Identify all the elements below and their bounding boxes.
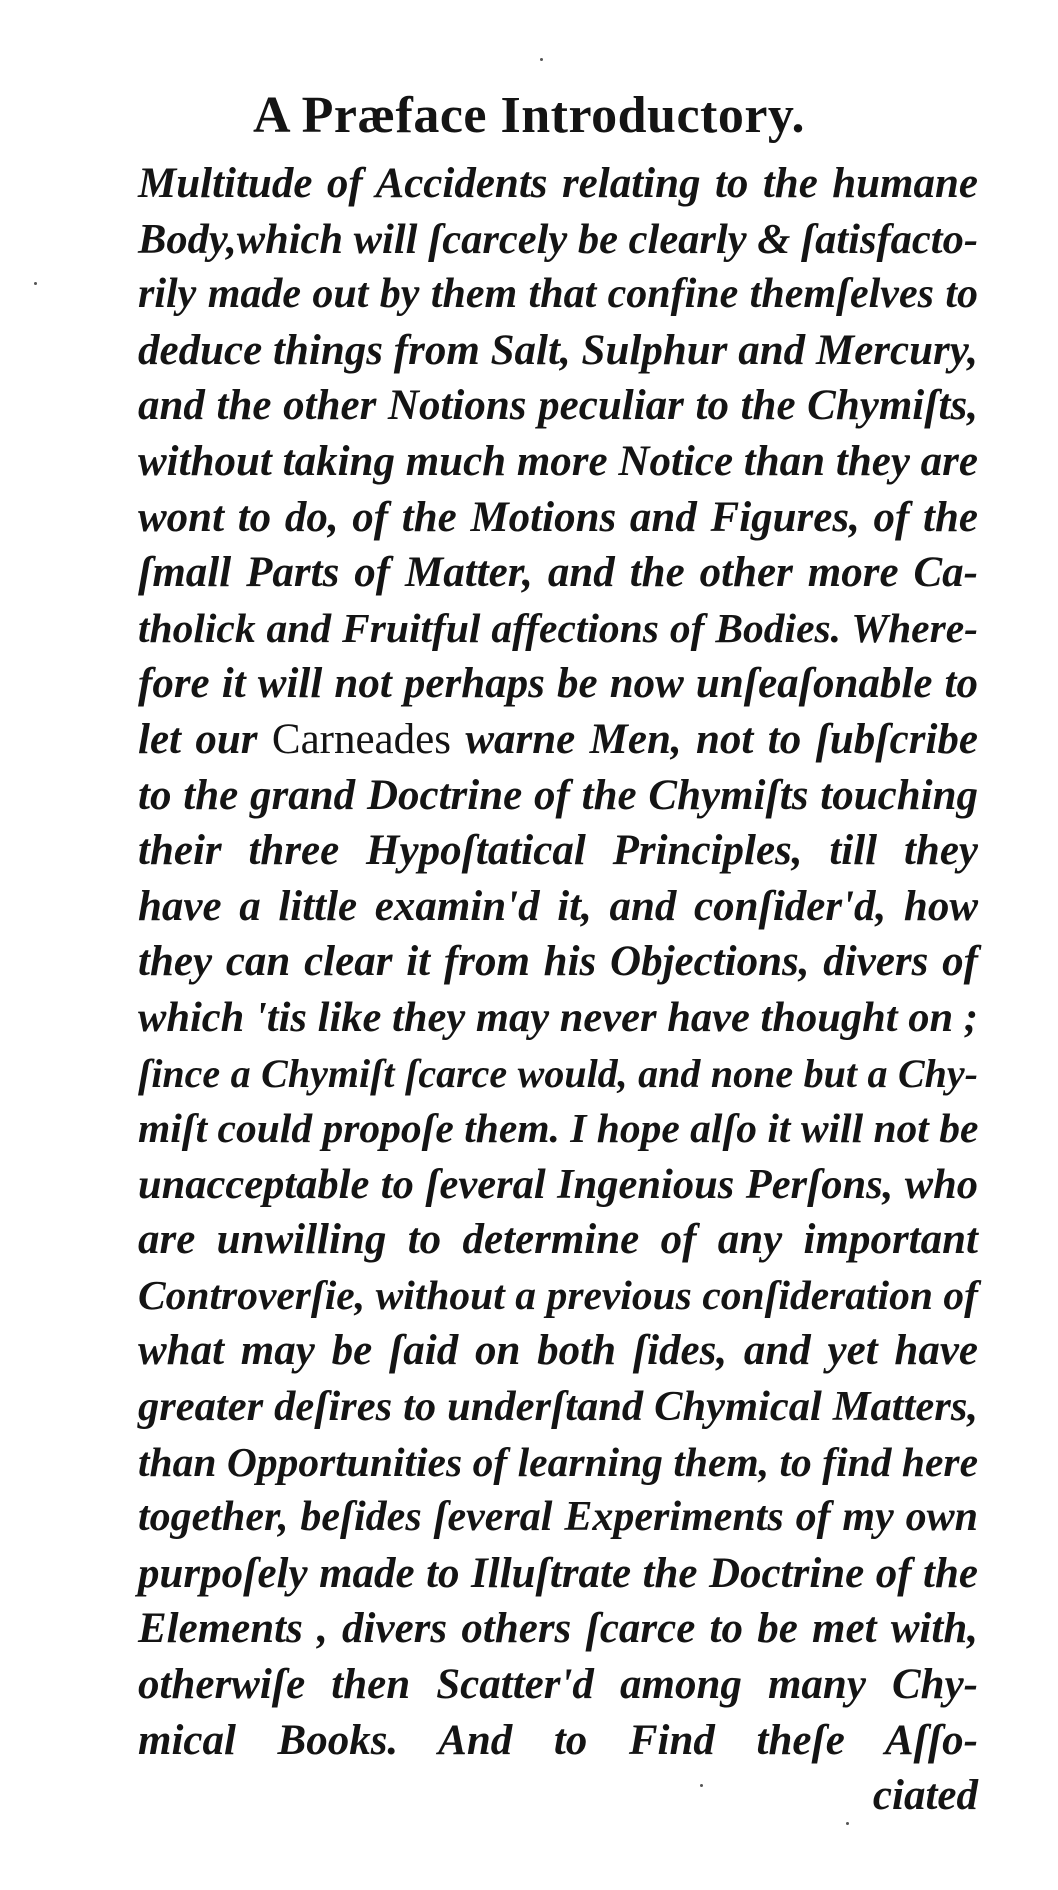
text-line [138,823,978,879]
text-segment: what may be ſaid on both ſides, and yet have [138,1327,978,1375]
text-line [138,934,978,990]
text-segment: purpoſely made to Illuſtrate the Doctrine of the [138,1549,978,1597]
text-segment: and the other Notions peculiar to the Chymiſts, [138,382,978,430]
text-segment: together, beſides ſeveral Experiments of my own [138,1494,978,1541]
text-line [138,267,978,323]
paper-speck [34,282,37,285]
body-text [138,156,978,1824]
text-line [138,1268,978,1324]
text-segment: mical Books. And to Find theſe Aſſo- [138,1716,978,1764]
text-segment: Multitude of Accidents relating to the humane [138,160,978,207]
text-segment: let our [138,715,272,763]
text-segment: miſt could propoſe them. I hope alſo it will not be [138,1105,979,1152]
text-line [138,1101,978,1157]
text-line [138,545,978,601]
text-segment: greater deſires to underſtand Chymical Matters, [138,1383,978,1431]
text-line [138,601,978,657]
text-line [138,212,978,268]
text-line [138,1212,978,1268]
paper-speck [846,1822,849,1825]
text-segment: Elements , divers others ſcarce to be met with, [138,1605,978,1653]
text-line [138,1046,978,1102]
text-line [138,1435,978,1491]
text-segment: tholick and Fruitful affections of Bodies. Where- [138,604,978,651]
paper-speck [700,1784,703,1787]
text-segment: have a little examin'd it, and conſider'd, how [138,882,978,930]
text-line [138,1490,978,1546]
text-segment: Controverſie, without a previous conſideration of [138,1271,978,1318]
text-line [138,1379,978,1435]
text-segment: without taking much more Notice than they are [138,437,978,485]
text-line [138,1768,978,1824]
text-segment: Body,which will ſcarcely be clearly & ſatisfacto- [138,215,978,263]
text-segment: deduce things from Salt, Sulphur and Mercury, [138,326,978,374]
text-segment: wont to do, of the Motions and Figures, of the [138,493,978,541]
text-segment: ſince a Chymiſt ſcarce would, and none but a Chy- [138,1050,978,1096]
text-segment: are unwilling to determine of any important [138,1216,978,1264]
text-line [138,490,978,546]
text-line [138,1601,978,1657]
text-segment: otherwiſe then Scatter'd among many Chy- [138,1661,978,1709]
text-segment: to the grand Doctrine of the Chymiſts touching [138,771,978,819]
text-line [138,1713,978,1769]
text-line [138,656,978,712]
text-line [138,1157,978,1213]
text-segment: ciated [872,1772,978,1820]
text-line [138,879,978,935]
text-line [138,434,978,490]
text-segment: fore it will not perhaps be now unſeaſonable to [138,660,978,708]
text-segment: their three Hypoſtatical Principles, till they [138,827,978,875]
text-line [138,378,978,434]
text-line [138,323,978,379]
text-segment: they can clear it from his Objections, divers of [138,938,978,986]
text-line [138,1546,978,1602]
text-segment: warne Men, not to ſubſcribe [450,715,978,763]
text-segment: ſmall Parts of Matter, and the other more Ca- [138,549,978,597]
text-segment: unacceptable to ſeveral Ingenious Perſons, who [138,1160,978,1208]
text-segment: rily made out by them that confine themſelves to [138,271,978,318]
text-line [138,712,978,768]
text-segment: than Opportunities of learning them, to find here [138,1438,978,1485]
paper-speck [540,58,543,61]
text-line [138,1323,978,1379]
text-line [138,156,978,212]
roman-word: Carneades [271,715,451,763]
text-line [138,990,978,1046]
running-header: A Præface Introductory. [252,87,806,144]
text-line [138,1657,978,1713]
text-segment: which 'tis like they may never have thought on ; [138,993,978,1041]
text-line [138,768,978,824]
